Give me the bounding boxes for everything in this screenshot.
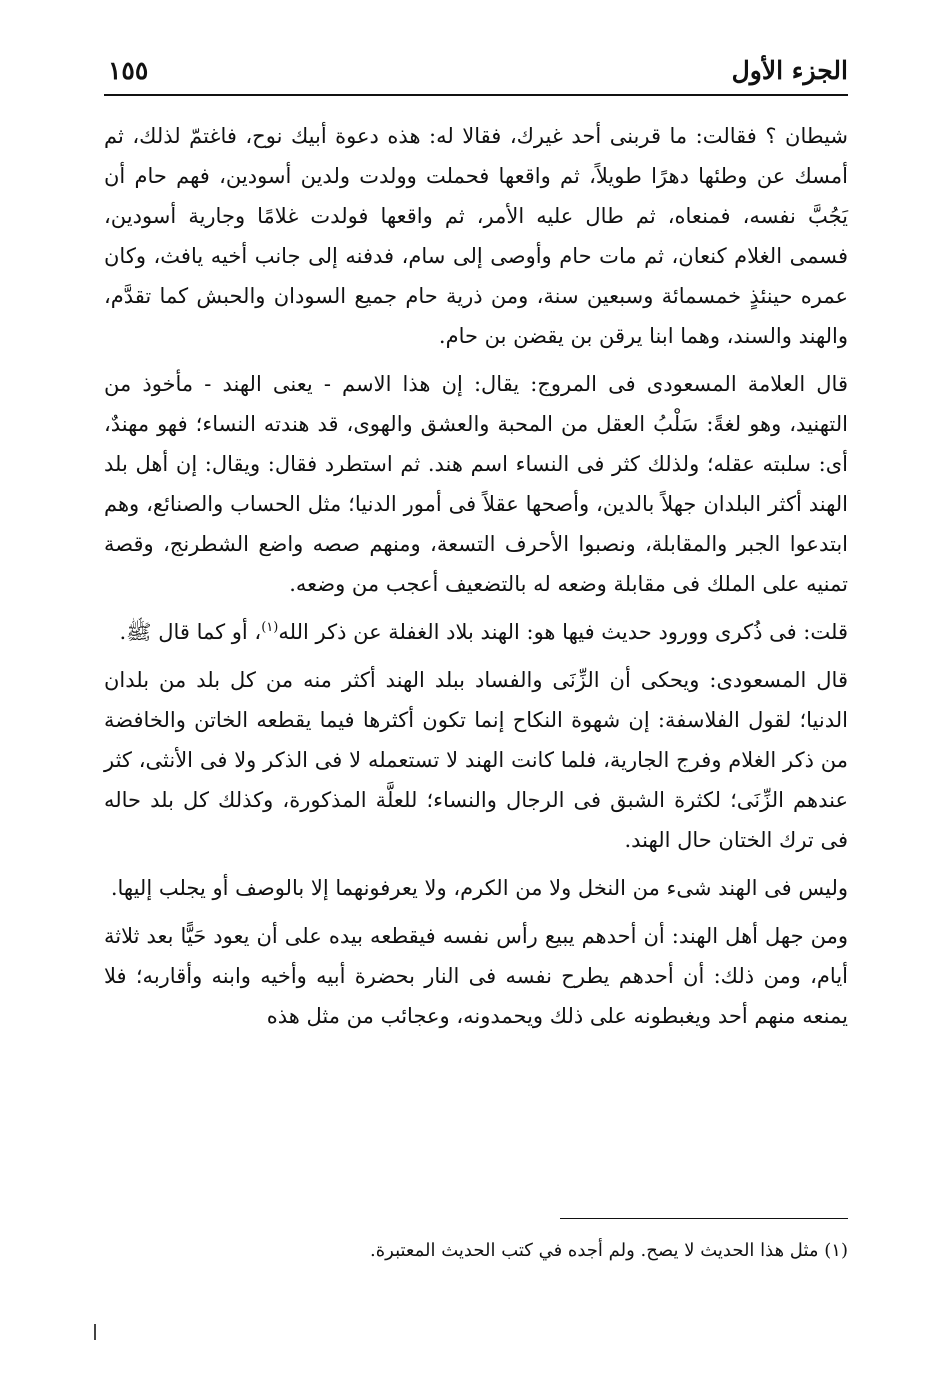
paragraph: شيطان ؟ فقالت: ما قربنى أحد غيرك، فقالا له: هذه دعوة أبيك نوح، فاغتمّ لذلك، ثم أمسك عن وطئها دهرًا طويلاً، ثم واقعها فحملت وولدت ولدين أسودين، فهم حام أن يَجُبَّ نفسه، فمنعاه، ثم طال عليه الأمر، ثم واقعها فولدت غلامًا وجارية أسودين، فسمى الغلام كنعان، ثم مات حام وأوصى إلى سام، فدفنه إلى جانب أخيه يافث، وكان عمره حينئذٍ خمسمائة وسبعين سنة، ومن ذرية حام جميع السودان والحبش كما تقدَّم، والهند والسند، وهما ابنا يرقن بن يقضن بن حام. <box>104 124 848 348</box>
scan-mark <box>94 1324 96 1340</box>
page-number: ١٥٥ <box>108 56 149 85</box>
qult-end: . <box>119 620 127 644</box>
salawat-glyph: ﷺ <box>126 620 152 644</box>
paragraph: قال المسعودى: ويحكى أن الزِّنَى والفساد ببلد الهند أكثر منه من كل بلد من بلدان الدنيا؛ لقول الفلاسفة: إن شهوة النكاح إنما تكون أكثرها فيما يقطعه الخاتن والخافضة من ذكر الغلام وفرج الجارية، فلما كانت الهند لا تستعمله لا فى الذكر ولا فى الأنثى، كثر عندهم الزِّنَى؛ لكثرة الشبق فى الرجال والنساء؛ للعلَّة المذكورة، وكذلك كل بلد حاله فى ترك الختان حال الهند. <box>104 668 848 852</box>
qult-text: قلت: فى ذُكرى وورود حديث فيها هو: الهند بلاد الغفلة عن ذكر الله <box>278 620 848 644</box>
paragraph: ومن جهل أهل الهند: أن أحدهم يبيع رأس نفسه فيقطعه بيده على أن يعود حَيًّا بعد ثلاثة أيام، ومن ذلك: أن أحدهم يطرح نفسه فى النار بحضرة أبيه وأخيه وابنه وأقاربه؛ فلا يمنعه منهم أحد ويغبطونه على ذلك ويحمدونه، وعجائب من مثل هذه <box>104 924 848 1028</box>
footnote-reference[interactable]: (١) <box>261 620 279 635</box>
footnote-marker: (١) <box>824 1240 848 1261</box>
page-header <box>104 50 848 94</box>
qult-continuation: ، أو كما قال <box>158 620 262 644</box>
paragraph: وليس فى الهند شىء من النخل ولا من الكرم، ولا يعرفونهما إلا بالوصف أو يجلب إليها. <box>110 876 848 900</box>
header-divider <box>104 94 848 96</box>
footnote-text: مثل هذا الحديث لا يصح. ولم أجده في كتب الحديث المعتبرة. <box>369 1240 819 1261</box>
paragraph-qult <box>104 612 848 652</box>
volume-title: الجزء الأول <box>731 56 848 85</box>
paragraph: قال العلامة المسعودى فى المروج: يقال: إن هذا الاسم - يعنى الهند - مأخوذ من التهنيد، وهو لغةً: سَلْبُ العقل من المحبة والعشق والهوى، قد هندته النساء؛ فهو مهندٌ، أى: سلبته عقله؛ ولذلك كثر فى النساء اسم هند. ثم استطرد فقال: ويقال: إن أهل بلد الهند أكثر البلدان جهلاً بالدين، وأصحها عقلاً فى أمور الدنيا؛ مثل الحساب والصنائع، وهم ابتدعوا الجبر والمقابلة، ونصبوا الأحرف التسعة، ومنهم صصه واضع الشطرنج، وقصة تمنيه على الملك فى مقابلة وضعه له بالتضعيف أعجب من وضعه. <box>104 372 848 596</box>
footnote-divider <box>560 1218 848 1219</box>
main-text <box>104 116 848 1044</box>
footnote <box>104 1236 848 1266</box>
